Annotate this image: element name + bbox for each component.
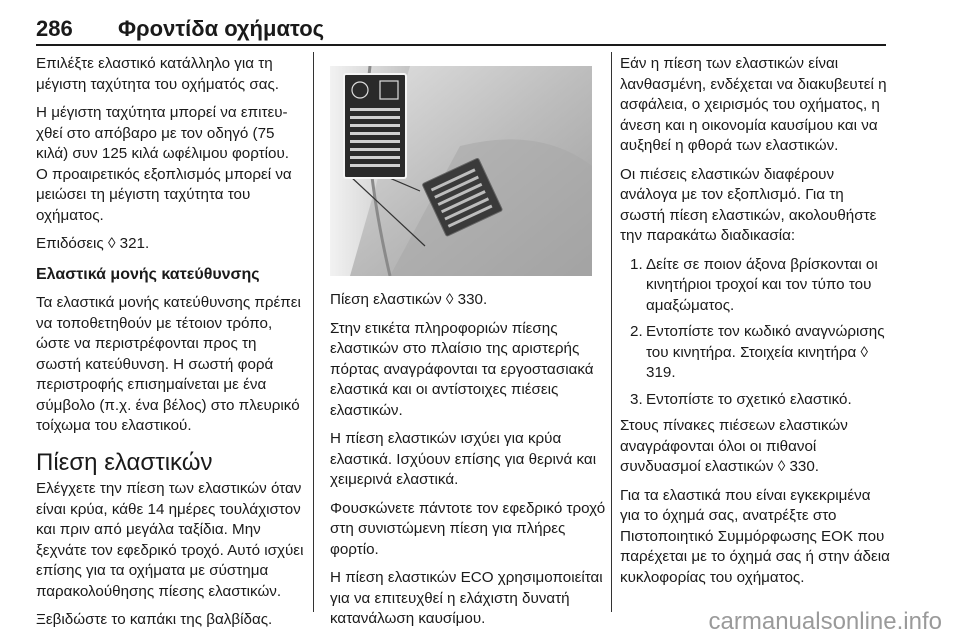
page-title: Φροντίδα οχήματος [118, 16, 325, 41]
procedure-list [620, 255, 890, 411]
paragraph: Στην ετικέτα πληροφοριών πίεσης ελαστικών στο πλαίσιο της αριστερής πόρτας αναγράφονται τα εργοστασιακά ελαστικά και οι αντίστοιχες πιέσεις ελαστικών. [330, 319, 594, 419]
paragraph: Επιλέξτε ελαστικό κατάλληλο για τη μέγιστη ταχύτητα του οχήματός σας. [36, 55, 280, 93]
paragraph: Φουσκώνετε πάντοτε τον εφεδρικό τροχό στη συνιστώμενη πίεση για πλήρες φορτίο. [330, 499, 606, 558]
tyre-pressure-label-photo [330, 66, 592, 276]
column-3 [620, 54, 890, 596]
paragraph: Η πίεση ελαστικών ισχύει για κρύα ελαστικά. Ισχύουν επίσης για θερινά και χειμερινά ελαστικά. [330, 430, 597, 488]
list-number: 3. [630, 390, 643, 408]
page-number: 286 [36, 16, 73, 41]
list-item [620, 255, 890, 317]
list-number: 1. [630, 255, 643, 273]
header-rule [36, 44, 886, 46]
section-heading-tyre-pressure: Πίεση ελαστικών [36, 448, 213, 476]
watermark: carmanualsonline.info [708, 608, 942, 635]
list-text: Εντοπίστε το σχετικό ελαστικό. [646, 390, 852, 408]
paragraph: Ξεβιδώστε το καπάκι της βαλβίδας. [36, 611, 273, 628]
paragraph: Οι πιέσεις ελαστικών διαφέρουν ανάλογα με τον εξοπλισμό. Για τη σωστή πίεση ελαστικών, ακολουθήστε την παρακάτω διαδικασία: [620, 165, 877, 244]
cross-reference[interactable]: Επιδόσεις ◊ 321. [36, 235, 150, 252]
paragraph: Η πίεση ελαστικών ECO χρησιμοποιείται για να επιτευχθεί η ελάχιστη δυνατή κατανάλωση καυσίμου. [330, 569, 603, 627]
list-number: 2. [630, 323, 643, 340]
door-frame-illustration [330, 66, 592, 276]
page-header [36, 8, 886, 48]
list-item [620, 322, 890, 384]
paragraph: Τα ελαστικά μονής κατεύθυνσης πρέπει να τοποθετηθούν με τέτοιον τρόπο, ώστε να περιστρέφονται προς τη σωστή κατεύθυνση. Η σωστή φορά περιστροφής επισημαίνεται με ένα σύμβολο (π.χ. ένα βέλος) στο πλευρικό τοίχωμα του ελαστικού. [36, 294, 301, 434]
cross-reference[interactable]: Πίεση ελαστικών ◊ 330. [330, 291, 488, 308]
paragraph: Ελέγχετε την πίεση των ελαστικών όταν είναι κρύα, κάθε 14 ημέρες τουλάχιστον και πριν από μεγάλα ταξίδια. Μην ξεχνάτε τον εφεδρικό τροχό. Αυτό ισχύει επίσης για τα οχήματα με σύστημα παρακολούθησης πίεσης ελαστικών. [36, 480, 304, 600]
list-item [620, 390, 890, 411]
list-text: Εντοπίστε τον κωδικό αναγνώρισης του κινητήρα. Στοιχεία κινητήρα ◊ 319. [646, 323, 885, 381]
section-heading-directional-tyres: Ελαστικά μονής κατεύθυνσης [36, 265, 260, 283]
column-2 [330, 290, 606, 638]
list-text: Δείτε σε ποιον άξονα βρίσκονται οι κινητήριοι τροχοί και τον τύπο του αμαξώματος. [646, 255, 878, 314]
paragraph: Εάν η πίεση των ελαστικών είναι λανθασμένη, ενδέχεται να διακυβευτεί η ασφάλεια, ο χειρισμός του οχήματος, η άνεση και η οικονομία καυσίμου και να αυξηθεί η φθορά των ελαστικών. [620, 55, 887, 154]
column-1 [36, 54, 304, 639]
column-divider-2 [611, 52, 612, 612]
paragraph: Η μέγιστη ταχύτητα μπορεί να επιτευχθεί στο απόβαρο με τον οδηγό (75 κιλά) συν 125 κιλά ωφέλιμου φορτίου. Ο προαιρετικός εξοπλισμός μπορεί να μειώσει τη μέγιστη ταχύτητα του οχήματος. [36, 104, 292, 224]
column-divider-1 [313, 52, 314, 612]
paragraph: Για τα ελαστικά που είναι εγκεκριμένα για το όχημά σας, ανατρέξτε στο Πιστοποιητικό Συμμόρφωσης ΕΟΚ που παρέχεται με το όχημά σας ή στην άδεια κυκλοφορίας του οχήματος. [620, 486, 890, 586]
paragraph: Στους πίνακες πιέσεων ελαστικών αναγράφονται όλοι οι πιθανοί συνδυασμοί ελαστικών ◊ 330. [620, 417, 848, 475]
